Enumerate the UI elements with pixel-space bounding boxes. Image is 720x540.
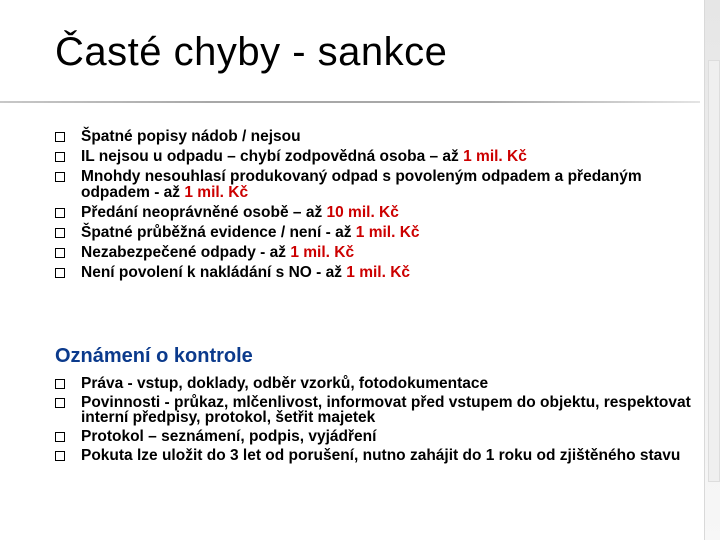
list-item: Práva - vstup, doklady, odběr vzorků, fotodokumentace	[55, 376, 720, 391]
list-item: Povinnosti - průkaz, mlčenlivost, informovat před vstupem do objektu, respektovat interní předpisy, protokol, šetřit majetek	[55, 395, 720, 425]
square-bullet-icon	[55, 228, 65, 238]
square-bullet-icon	[55, 432, 65, 442]
square-bullet-icon	[55, 208, 65, 218]
square-bullet-icon	[55, 152, 65, 162]
list-item: Není povolení k nakládání s NO - až 1 mil. Kč	[55, 265, 696, 281]
list-item: Pokuta lze uložit do 3 let od porušení, nutno zahájit do 1 roku od zjištěného stavu	[55, 448, 720, 463]
list-item: Špatné popisy nádob / nejsou	[55, 129, 696, 145]
square-bullet-icon	[55, 268, 65, 278]
square-bullet-icon	[55, 172, 65, 182]
list-item: Mnohdy nesouhlasí produkovaný odpad s povoleným odpadem a předaným odpadem - až 1 mil. Kč	[55, 169, 696, 201]
list-item: Protokol – seznámení, podpis, vyjádření	[55, 429, 720, 444]
square-bullet-icon	[55, 379, 65, 389]
square-bullet-icon	[55, 451, 65, 461]
section-heading: Oznámení o kontrole	[55, 345, 253, 367]
title-divider	[0, 101, 700, 103]
square-bullet-icon	[55, 248, 65, 258]
square-bullet-icon	[55, 132, 65, 142]
square-bullet-icon	[55, 398, 65, 408]
list-item: Předání neoprávněné osobě – až 10 mil. Kč	[55, 205, 696, 221]
list-item: IL nejsou u odpadu – chybí zodpovědná osoba – až 1 mil. Kč	[55, 149, 696, 165]
slide-title: Časté chyby - sankce	[55, 30, 448, 74]
list-item: Špatné průběžná evidence / není - až 1 mil. Kč	[55, 225, 696, 241]
list-item: Nezabezpečené odpady - až 1 mil. Kč	[55, 245, 696, 261]
fines-list	[55, 129, 696, 285]
inspection-list	[55, 376, 720, 467]
